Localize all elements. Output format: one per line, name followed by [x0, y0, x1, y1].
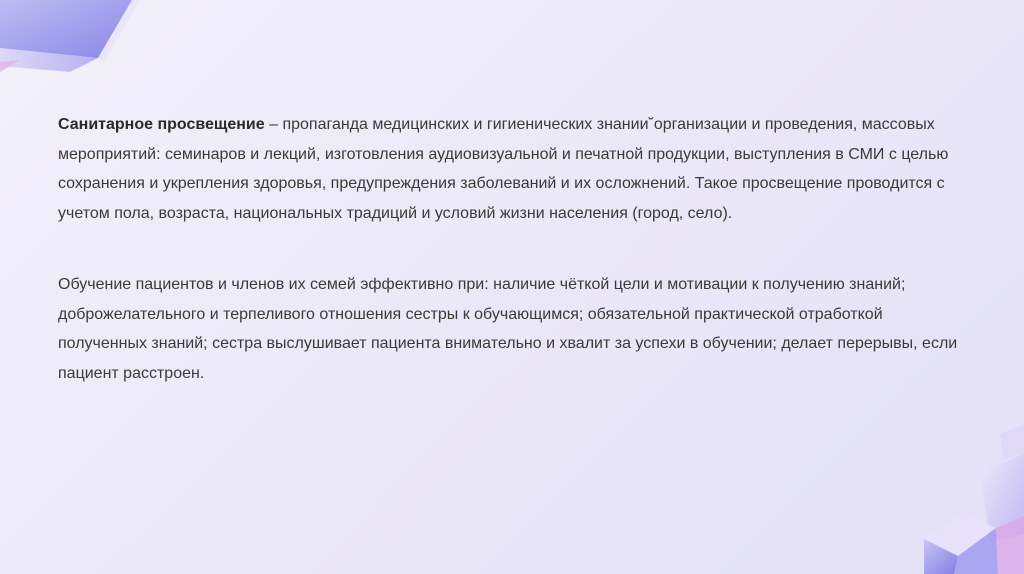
paragraph-sanitary-education — [58, 110, 958, 228]
paragraph-1-text: – пропаганда медицинских и гигиенических знании˘организации и проведения, массовых мероприятий: семинаров и лекций, изготовления аудиовизуальной и печатной продукции, выступления в СМИ с целью сохранения и укрепления здоровья, предупреждения заболеваний и их осложнений. Такое просвещение проводится с учетом пола, возраста, национальных традиций и условий жизни населения (город, село). — [58, 116, 949, 222]
decorative-cubes-bottom-right — [924, 424, 1024, 574]
decorative-cube-top-left — [0, 0, 140, 80]
paragraph-patient-education: Обучение пациентов и членов их семей эффективно при: наличие чёткой цели и мотивации к получению знаний; доброжелательного и терпеливого отношения сестры к обучающимся; обязательной практической отработкой полученных знаний; сестра выслушивает пациента внимательно и хвалит за успехи в обучении; делает перерывы, если пациент расстроен. — [58, 276, 958, 382]
term-sanitary-education: Санитарное просвещение — [58, 116, 265, 133]
slide-body — [58, 110, 958, 388]
